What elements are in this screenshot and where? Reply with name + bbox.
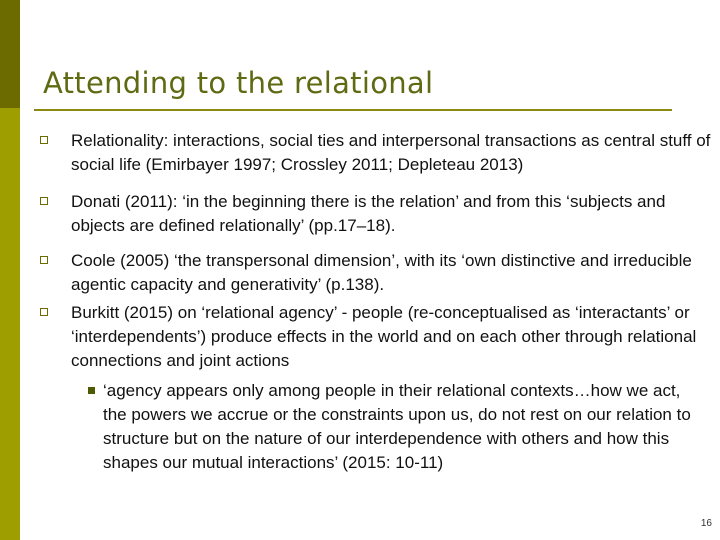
hollow-square-bullet-icon — [40, 308, 48, 316]
slide-title: Attending to the relational — [43, 66, 434, 100]
bullet-text: Burkitt (2015) on ‘relational agency’ - people (re-conceptualised as ‘interactants’ or ‘interdependents’) produce effects in the world and on each other through relational connections and joint actions — [71, 303, 697, 370]
title-divider — [34, 109, 672, 111]
bullet-item-2 — [71, 190, 711, 238]
hollow-square-bullet-icon — [40, 256, 48, 264]
bullet-item-4 — [71, 301, 711, 373]
filled-square-bullet-icon — [88, 387, 95, 394]
sub-bullet-text: ‘agency appears only among people in their relational contexts…how we act, the powers we accrue or the constraints upon us, do not rest on our relation to structure but on the nature of our interdependence with others and how this shapes our mutual interactions’ (2015: 10-11) — [103, 381, 691, 472]
bullet-item-3 — [71, 249, 711, 297]
bullet-text: Coole (2005) ‘the transpersonal dimension’, with its ‘own distinctive and irreducible agentic capacity and generativity’ (p.138). — [71, 251, 692, 294]
sidebar-accent-dark — [0, 0, 20, 108]
sub-bullet-item-1 — [103, 379, 703, 475]
bullet-text: Donati (2011): ‘in the beginning there is the relation’ and from this ‘subjects and objects are defined relationally’ (pp.17–18). — [71, 192, 666, 235]
hollow-square-bullet-icon — [40, 197, 48, 205]
page-number: 16 — [700, 518, 712, 529]
hollow-square-bullet-icon — [40, 136, 48, 144]
sidebar-accent — [0, 108, 20, 540]
bullet-item-1 — [71, 129, 711, 177]
bullet-text: Relationality: interactions, social ties and interpersonal transactions as central stuff of social life (Emirbayer 1997; Crossley 2011; Depleteau 2013) — [71, 131, 711, 174]
